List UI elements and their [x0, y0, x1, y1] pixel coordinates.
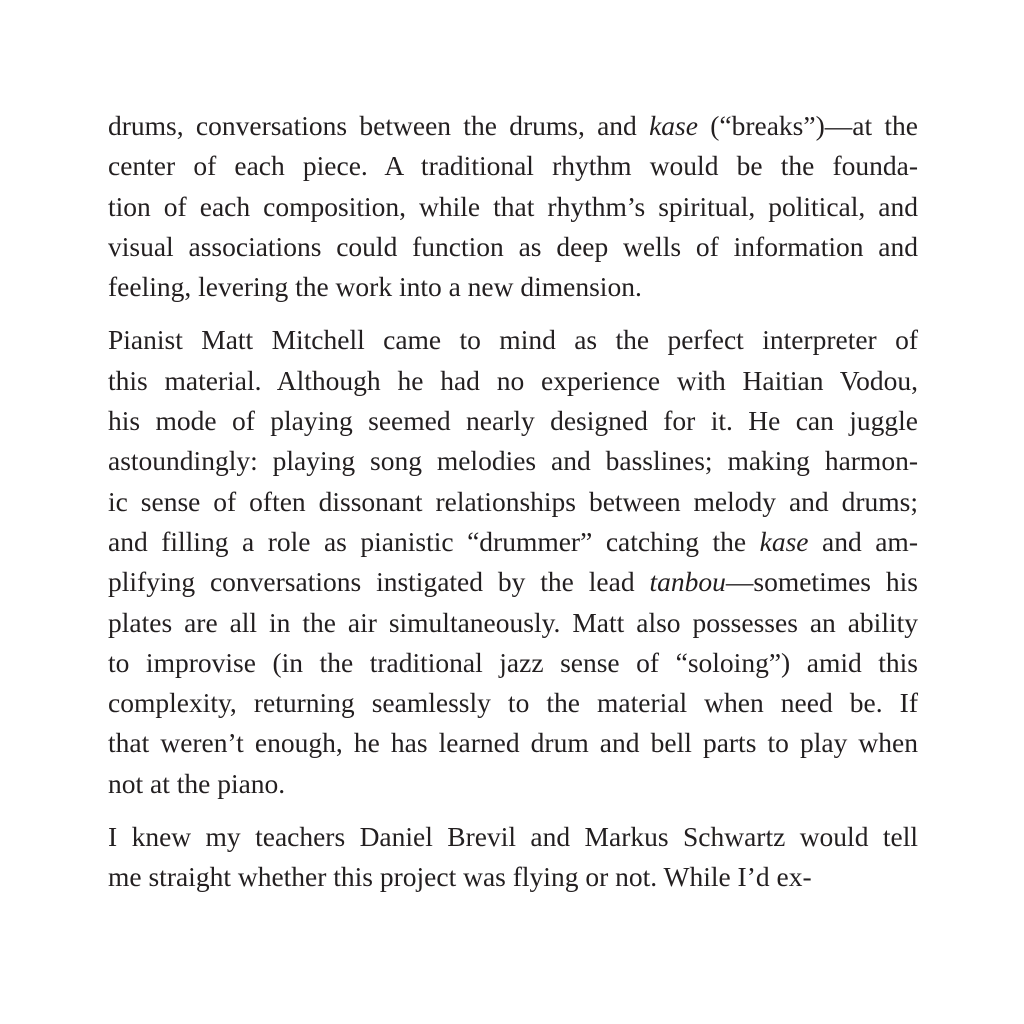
text-line [108, 764, 918, 804]
text-run: this material. Although he had no experience with Haitian Vodou, [108, 364, 918, 396]
text-line [108, 441, 918, 481]
text-run: astoundingly: playing song melodies and basslines; making harmon- [108, 445, 918, 477]
text-run: plifying conversations instigated by the lead [108, 566, 650, 598]
text-run: (“breaks”)—at the [697, 110, 918, 141]
text-line [108, 267, 918, 307]
text-run: feeling, levering the work into a new dimension. [108, 271, 642, 303]
text-run: visual associations could function as deep wells of information and [108, 230, 918, 262]
text-run: I knew my teachers Daniel Brevil and Markus Schwartz would tell [108, 821, 918, 853]
text-run: not at the piano. [108, 767, 286, 799]
text-run: tion of each composition, while that rhythm’s spiritual, political, and [108, 190, 918, 222]
text-line [108, 683, 918, 723]
text-run: center of each piece. A traditional rhythm would be the founda- [108, 150, 918, 182]
text-run: —sometimes his [725, 566, 918, 598]
italic-term: kase [649, 110, 698, 141]
text-line [108, 320, 918, 360]
text-line [108, 187, 918, 227]
text-line [108, 522, 918, 562]
text-run: complexity, returning seamlessly to the material when need be. If [108, 687, 918, 719]
text-line [108, 401, 918, 441]
italic-term: tanbou [649, 566, 726, 598]
text-line [108, 227, 918, 267]
text-run: ic sense of often dissonant relationships between melody and drums; [108, 485, 918, 517]
text-run: and am- [808, 525, 918, 557]
paragraph [108, 817, 918, 898]
text-line [108, 603, 918, 643]
paragraph [108, 320, 918, 804]
text-line [108, 817, 918, 857]
text-run: drums, conversations between the drums, and [108, 110, 650, 141]
text-run: Pianist Matt Mitchell came to mind as the perfect interpreter of [108, 324, 918, 356]
text-line [108, 723, 918, 763]
text-run: his mode of playing seemed nearly designed for it. He can juggle [108, 405, 918, 437]
text-line [108, 361, 918, 401]
paragraph-gap [108, 804, 918, 817]
text-line [108, 562, 918, 602]
italic-term: kase [759, 525, 809, 557]
text-run: me straight whether this project was flying or not. While I’d ex- [108, 861, 812, 893]
text-line [108, 482, 918, 522]
paragraph [108, 106, 918, 307]
text-run: and filling a role as pianistic “drummer” catching the [108, 525, 760, 557]
text-line [108, 857, 918, 897]
text-line [108, 643, 918, 683]
text-run: that weren’t enough, he has learned drum and bell parts to play when [108, 727, 918, 759]
text-run: to improvise (in the traditional jazz sense of “soloing”) amid this [108, 646, 918, 678]
paragraph-gap [108, 307, 918, 320]
text-line [108, 146, 918, 186]
text-run: plates are all in the air simultaneously. Matt also possesses an ability [108, 606, 918, 638]
text-line [108, 106, 918, 146]
body-text [108, 106, 918, 898]
